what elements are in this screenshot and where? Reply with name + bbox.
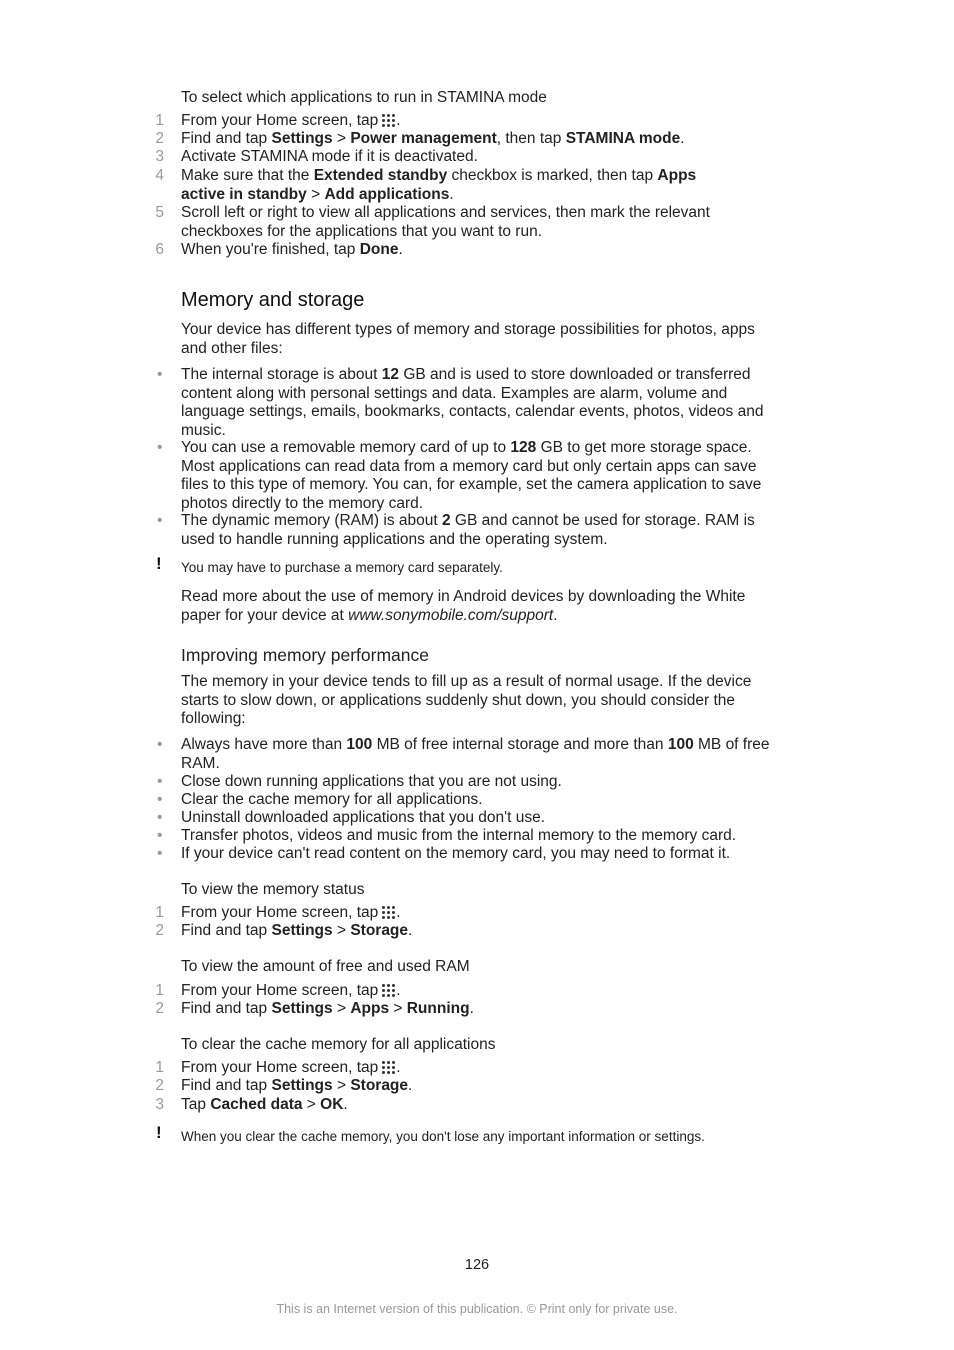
step-text: Find and tap Settings > Apps > Running. — [181, 1000, 474, 1017]
procedure-title: To view the amount of free and used RAM — [181, 958, 470, 975]
bullet: • — [157, 773, 163, 790]
procedure-title: To clear the cache memory for all applications — [181, 1036, 496, 1053]
step-number: 1 — [155, 904, 164, 921]
bullet: • — [157, 439, 163, 456]
paragraph: The memory in your device tends to fill up as a result of normal usage. If the device starts to slow down, or applications suddenly shut down, you should consider the following: — [181, 673, 752, 727]
step-number: 2 — [155, 130, 164, 147]
step-text: Find and tap Settings > Storage. — [181, 922, 413, 939]
footer-notice: This is an Internet version of this publication. © Print only for private use. — [276, 1302, 678, 1316]
list-item: The internal storage is about 12 GB and is used to store downloaded or transferred content along with personal settings and data. Examples are alarm, volume and language settings, emails, bookmarks, contacts, calendar events, photos, videos and music. — [181, 366, 764, 439]
section-heading: Memory and storage — [181, 289, 365, 311]
step-number: 5 — [155, 204, 164, 221]
paragraph: Read more about the use of memory in Android devices by downloading the White paper for your device at www.sonymobile.com/support. — [181, 588, 746, 624]
step-number: 1 — [155, 112, 164, 129]
step-text: From your Home screen, tap . — [181, 982, 401, 999]
step-text: From your Home screen, tap . — [181, 112, 401, 129]
apps-grid-icon — [381, 905, 396, 920]
list-item: Transfer photos, videos and music from the internal memory to the memory card. — [181, 827, 737, 844]
subsection-heading: Improving memory performance — [181, 645, 429, 665]
list-item: You can use a removable memory card of up to 128 GB to get more storage space. Most applications can read data from a memory card but only certain apps can save files to this type of memory. You can, for example, set the camera application to save photos directly to the memory card. — [181, 439, 762, 512]
step-number: 6 — [155, 241, 164, 258]
list-item: Close down running applications that you are not using. — [181, 773, 562, 790]
bullet: • — [157, 809, 163, 826]
warning-icon: ! — [156, 1123, 162, 1142]
bullet: • — [157, 736, 163, 753]
procedure-title: To view the memory status — [181, 881, 365, 898]
step-text: Tap Cached data > OK. — [181, 1096, 348, 1113]
step-text: Make sure that the Extended standby checkbox is marked, then tap Apps active in standby > Add applications. — [181, 167, 697, 203]
bullet: • — [157, 366, 163, 383]
step-number: 1 — [155, 1059, 164, 1076]
bullet: • — [157, 827, 163, 844]
list-item: If your device can't read content on the memory card, you may need to format it. — [181, 845, 731, 862]
paragraph: Your device has different types of memory and storage possibilities for photos, apps and other files: — [181, 321, 755, 357]
step-text: Find and tap Settings > Storage. — [181, 1077, 413, 1094]
step-text: When you're finished, tap Done. — [181, 241, 403, 258]
step-number: 4 — [155, 167, 164, 184]
step-number: 2 — [155, 1077, 164, 1094]
bullet: • — [157, 512, 163, 529]
note-text: You may have to purchase a memory card separately. — [181, 560, 503, 575]
bullet: • — [157, 845, 163, 862]
note-text: When you clear the cache memory, you don't lose any important information or settings. — [181, 1129, 705, 1144]
list-item: Always have more than 100 MB of free internal storage and more than 100 MB of free RAM. — [181, 736, 770, 772]
step-text: Activate STAMINA mode if it is deactivated. — [181, 148, 478, 165]
step-text: Find and tap Settings > Power management, then tap STAMINA mode. — [181, 130, 685, 147]
apps-grid-icon — [381, 113, 396, 128]
step-number: 1 — [155, 982, 164, 999]
step-text: From your Home screen, tap . — [181, 1059, 401, 1076]
page-number: 126 — [464, 1257, 490, 1273]
step-text: From your Home screen, tap . — [181, 904, 401, 921]
apps-grid-icon — [381, 1060, 396, 1075]
step-number: 3 — [155, 1096, 164, 1113]
support-link[interactable]: www.sonymobile.com/support — [348, 606, 554, 624]
apps-grid-icon — [381, 983, 396, 998]
list-item: Uninstall downloaded applications that you don't use. — [181, 809, 546, 826]
warning-icon: ! — [156, 554, 162, 573]
step-text: Scroll left or right to view all applications and services, then mark the relevant checkboxes for the applications that you want to run. — [181, 204, 710, 240]
step-number: 2 — [155, 1000, 164, 1017]
list-item: The dynamic memory (RAM) is about 2 GB and cannot be used for storage. RAM is used to handle running applications and the operating system. — [181, 512, 755, 548]
list-item: Clear the cache memory for all applications. — [181, 791, 483, 808]
step-number: 2 — [155, 922, 164, 939]
procedure-title-stamina: To select which applications to run in STAMINA mode — [181, 89, 547, 106]
step-number: 3 — [155, 148, 164, 165]
bullet: • — [157, 791, 163, 808]
